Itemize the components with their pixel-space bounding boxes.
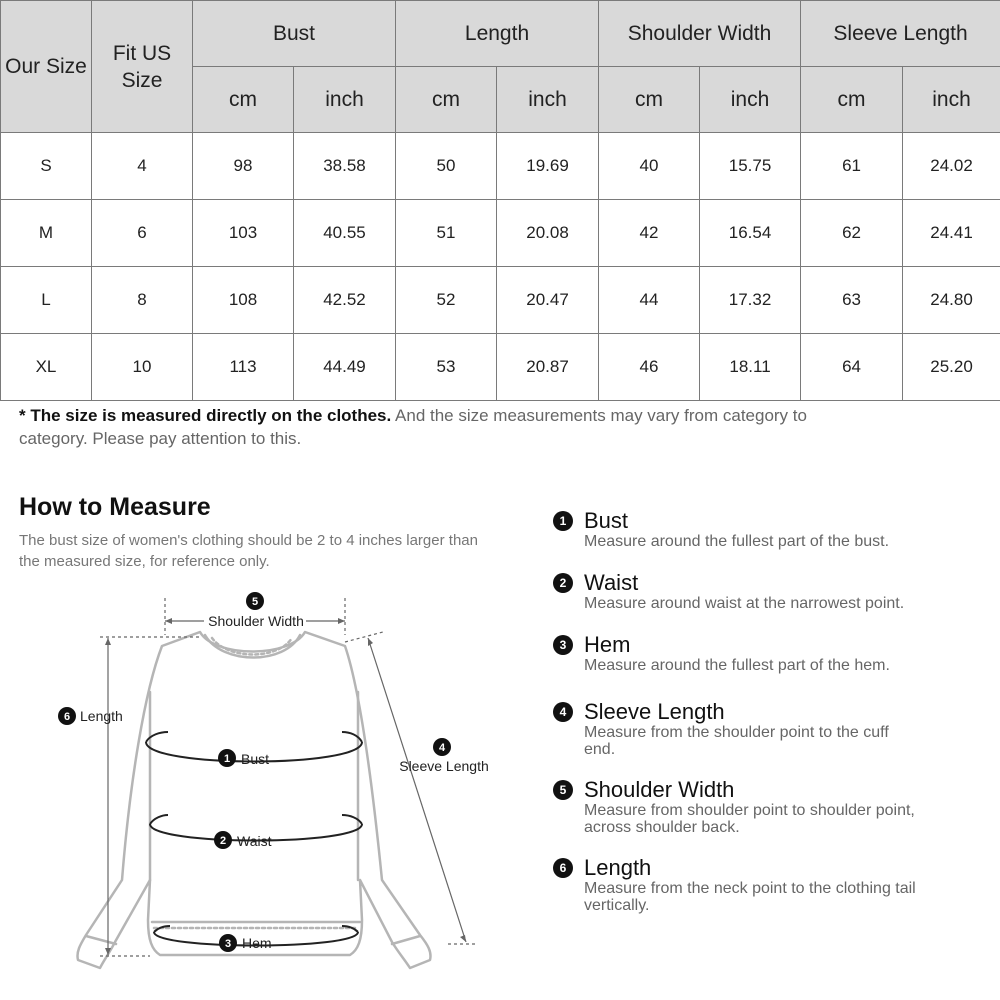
legend-badge: 1 xyxy=(553,511,573,531)
header-length: Length xyxy=(396,1,599,67)
table-row xyxy=(1,334,1000,401)
table-cell: 8 xyxy=(92,267,193,334)
legend-badge: 6 xyxy=(553,858,573,878)
table-header-row xyxy=(1,1,1000,67)
table-cell: 63 xyxy=(801,267,903,334)
badge-length-number: 6 xyxy=(63,711,71,723)
table-cell: 42 xyxy=(599,200,700,267)
badge-waist-number: 2 xyxy=(219,835,227,847)
table-cell: 53 xyxy=(396,334,497,401)
sweater-measurement-diagram xyxy=(0,580,520,1000)
table-cell: 62 xyxy=(801,200,903,267)
unit-inch: inch xyxy=(294,67,396,133)
unit-cm: cm xyxy=(193,67,294,133)
size-chart-table xyxy=(0,0,1000,401)
table-cell: L xyxy=(1,267,92,334)
legend-description: Measure around waist at the narrowest point. xyxy=(584,595,905,612)
how-to-measure-description: The bust size of women's clothing should be 2 to 4 inches larger than the measured size, for reference only. xyxy=(19,532,478,570)
waist-label: Waist xyxy=(237,833,272,849)
label-waist xyxy=(214,831,272,849)
table-cell: 24.41 xyxy=(903,200,1000,267)
legend-name: Shoulder Width xyxy=(584,777,735,802)
table-cell: 113 xyxy=(193,334,294,401)
legend-description: Measure from the shoulder point to the cuff end. xyxy=(584,724,889,758)
legend-badge: 5 xyxy=(553,780,573,800)
table-cell: M xyxy=(1,200,92,267)
legend-badge: 3 xyxy=(553,635,573,655)
header-our-size: Our Size xyxy=(1,1,92,133)
table-cell: 10 xyxy=(92,334,193,401)
header-fit-us-size: Fit US Size xyxy=(92,1,193,133)
table-cell: XL xyxy=(1,334,92,401)
arrow-heads xyxy=(105,618,466,955)
sweater-sketch xyxy=(77,632,430,968)
legend-description: Measure around the fullest part of the hem. xyxy=(584,657,890,674)
table-cell: 15.75 xyxy=(700,133,801,200)
legend-description: Measure around the fullest part of the bust. xyxy=(584,533,890,550)
legend-badge: 4 xyxy=(553,702,573,722)
badge-bust-number: 1 xyxy=(223,753,231,765)
how-to-measure-title: How to Measure xyxy=(19,493,211,521)
table-cell: 64 xyxy=(801,334,903,401)
legend-name: Waist xyxy=(584,570,639,595)
hem-label: Hem xyxy=(242,935,272,951)
label-bust xyxy=(218,749,269,767)
table-cell: 18.11 xyxy=(700,334,801,401)
table-cell: 52 xyxy=(396,267,497,334)
unit-cm: cm xyxy=(396,67,497,133)
table-cell: 20.08 xyxy=(497,200,599,267)
unit-inch: inch xyxy=(700,67,801,133)
unit-cm: cm xyxy=(599,67,700,133)
unit-inch: inch xyxy=(903,67,1000,133)
table-cell: 51 xyxy=(396,200,497,267)
sleeve-length-label: Sleeve Length xyxy=(399,758,489,774)
badge-shoulder-width-number: 5 xyxy=(251,596,259,608)
table-cell: 103 xyxy=(193,200,294,267)
table-cell: 24.80 xyxy=(903,267,1000,334)
header-bust: Bust xyxy=(193,1,396,67)
table-cell: 17.32 xyxy=(700,267,801,334)
badge-hem-number: 3 xyxy=(224,938,232,950)
length-label: Length xyxy=(80,708,123,724)
size-note-bold: * The size is measured directly on the clothes. xyxy=(19,406,392,425)
table-cell: 46 xyxy=(599,334,700,401)
label-hem xyxy=(219,934,272,952)
legend-badge: 2 xyxy=(553,573,573,593)
legend-name: Hem xyxy=(584,632,631,657)
legend-description: Measure from the neck point to the clothing tail vertically. xyxy=(584,880,916,914)
table-cell: 25.20 xyxy=(903,334,1000,401)
legend-name: Sleeve Length xyxy=(584,699,725,724)
table-cell: 50 xyxy=(396,133,497,200)
table-cell: 44.49 xyxy=(294,334,396,401)
table-cell: 98 xyxy=(193,133,294,200)
legend-name: Length xyxy=(584,855,652,880)
table-cell: 108 xyxy=(193,267,294,334)
measurement-lines xyxy=(100,598,476,956)
label-sleeve-length xyxy=(399,738,489,774)
table-cell: 19.69 xyxy=(497,133,599,200)
table-cell: 40 xyxy=(599,133,700,200)
table-row xyxy=(1,267,1000,334)
table-cell: 61 xyxy=(801,133,903,200)
unit-inch: inch xyxy=(497,67,599,133)
table-cell: 6 xyxy=(92,200,193,267)
table-cell: S xyxy=(1,133,92,200)
table-cell: 40.55 xyxy=(294,200,396,267)
table-cell: 38.58 xyxy=(294,133,396,200)
table-cell: 44 xyxy=(599,267,700,334)
size-note-text: And the size measurements may vary from category to category. Please pay attention to this. xyxy=(19,406,807,448)
header-sleeve-length: Sleeve Length xyxy=(801,1,1000,67)
unit-cm: cm xyxy=(801,67,903,133)
legend-name: Bust xyxy=(584,508,629,533)
table-cell: 20.47 xyxy=(497,267,599,334)
table-row xyxy=(1,200,1000,267)
header-shoulder-width: Shoulder Width xyxy=(599,1,801,67)
label-length xyxy=(58,707,123,725)
label-shoulder-width xyxy=(208,592,304,629)
shoulder-width-label: Shoulder Width xyxy=(208,613,304,629)
badge-sleeve-length-number: 4 xyxy=(438,742,446,754)
size-note xyxy=(19,404,819,450)
table-cell: 20.87 xyxy=(497,334,599,401)
table-cell: 16.54 xyxy=(700,200,801,267)
bust-label: Bust xyxy=(241,751,270,767)
legend-description: Measure from shoulder point to shoulder point, across shoulder back. xyxy=(584,802,915,836)
table-row xyxy=(1,133,1000,200)
table-cell: 42.52 xyxy=(294,267,396,334)
table-cell: 24.02 xyxy=(903,133,1000,200)
table-cell: 4 xyxy=(92,133,193,200)
